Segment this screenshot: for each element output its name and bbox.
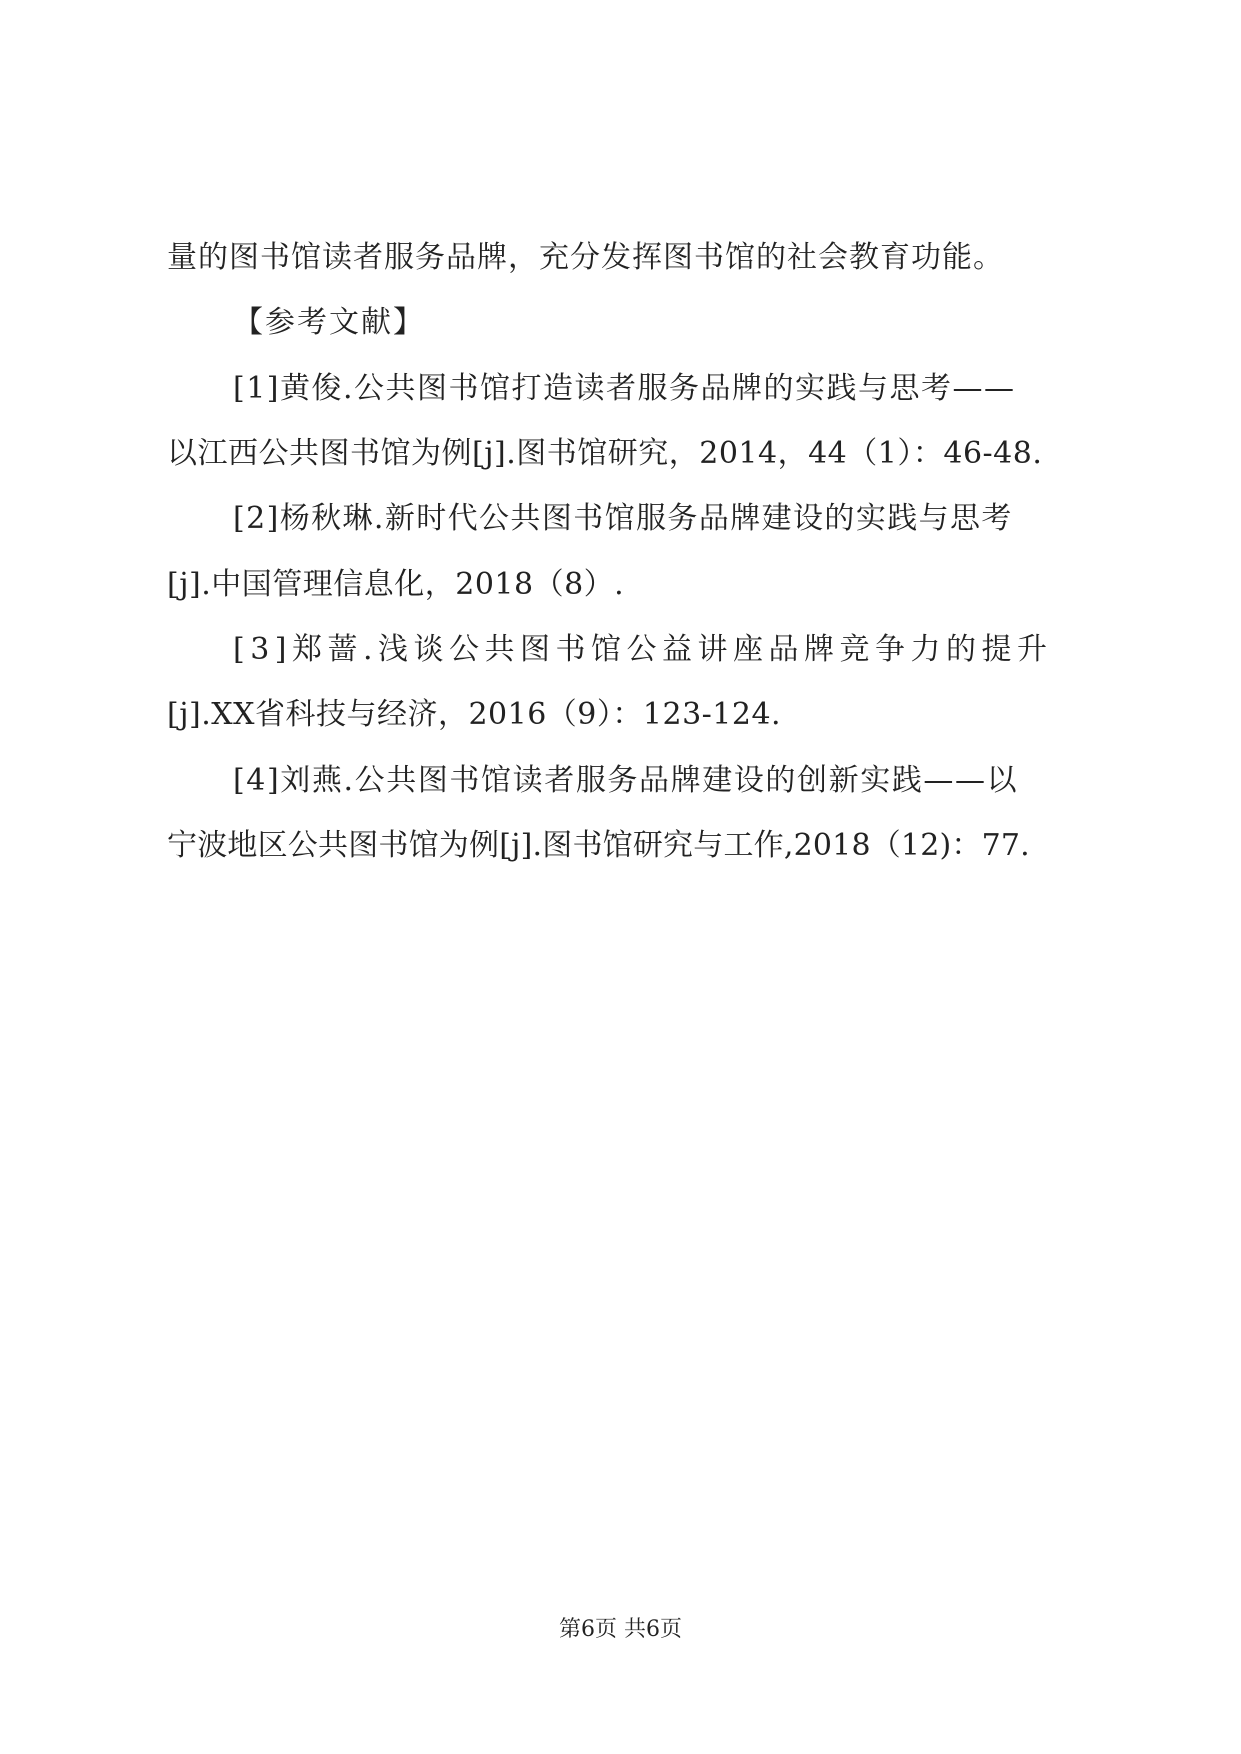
- reference-3-line-2: [j].XX省科技与经济，2016（9）：123-124.: [167, 697, 782, 732]
- reference-4-line-1: [4]刘燕.公共图书馆读者服务品牌建设的创新实践——以: [233, 763, 1019, 798]
- reference-4-line-2: 宁波地区公共图书馆为例[j].图书馆研究与工作,2018（12)：77.: [167, 828, 1030, 863]
- references-heading: 【参考文献】: [233, 305, 425, 340]
- paragraph-tail: 量的图书馆读者服务品牌，充分发挥图书馆的社会教育功能。: [167, 240, 1004, 275]
- reference-1-line-1: [1]黄俊.公共图书馆打造读者服务品牌的实践与思考——: [233, 371, 1016, 406]
- reference-3-line-1: [3]郑蔷.浅谈公共图书馆公益讲座品牌竞争力的提升: [233, 632, 1053, 667]
- reference-1-line-2: 以江西公共图书馆为例[j].图书馆研究，2014，44（1）：46-48.: [167, 436, 1043, 471]
- reference-2-line-1: [2]杨秋琳.新时代公共图书馆服务品牌建设的实践与思考: [233, 501, 1013, 536]
- page-number-footer: 第6页 共6页: [559, 1617, 682, 1642]
- reference-2-line-2: [j].中国管理信息化，2018（8）.: [167, 567, 625, 602]
